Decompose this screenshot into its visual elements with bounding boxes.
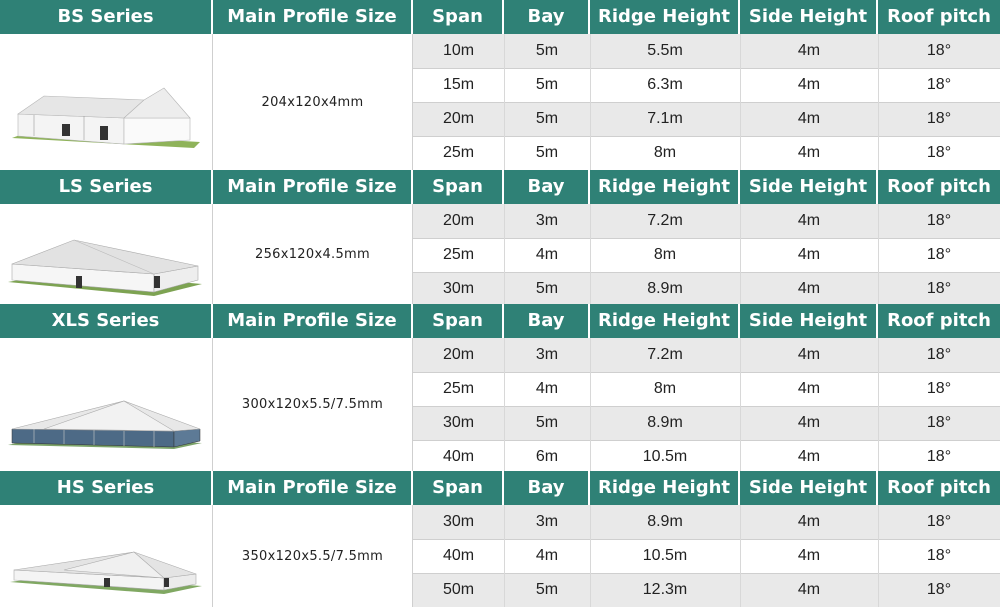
side-height-value: 4m xyxy=(797,212,821,229)
bay-value: 4m xyxy=(535,547,559,564)
main-profile-size-value: 300x120x5.5/7.5mm xyxy=(213,338,413,471)
ridge-height-value: 6.3m xyxy=(647,76,683,93)
table-row xyxy=(413,440,1000,474)
main-profile-size-value: 256x120x4.5mm xyxy=(213,204,413,304)
tent-illustration xyxy=(4,512,204,612)
side-height-value: 4m xyxy=(797,414,821,431)
table-row xyxy=(413,505,1000,539)
bay-value: 5m xyxy=(535,581,559,598)
column-divider xyxy=(504,505,505,607)
side-height-value: 4m xyxy=(797,280,821,297)
column-header-roof-pitch: Roof pitch xyxy=(887,310,991,331)
ridge-height-value: 8.9m xyxy=(647,513,683,530)
series-header xyxy=(0,304,1000,338)
ridge-height-value: 10.5m xyxy=(642,547,688,564)
side-height-value: 4m xyxy=(797,547,821,564)
table-row xyxy=(413,272,1000,306)
column-header-ridge-height: Ridge Height xyxy=(590,0,740,34)
column-header-side-height: Side Height xyxy=(740,0,878,34)
column-divider xyxy=(504,34,505,170)
table-row xyxy=(413,68,1000,102)
column-divider xyxy=(590,338,591,471)
span-value: 50m xyxy=(442,581,475,598)
side-height-value: 4m xyxy=(797,246,821,263)
ridge-height-value: 10.5m xyxy=(642,448,688,465)
bay-value: 5m xyxy=(535,110,559,127)
roof-pitch-value: 18° xyxy=(926,380,952,397)
column-divider xyxy=(740,338,741,471)
span-value: 40m xyxy=(442,448,475,465)
ridge-height-value: 12.3m xyxy=(642,581,688,598)
column-divider xyxy=(740,505,741,607)
column-divider xyxy=(590,204,591,304)
column-divider xyxy=(590,34,591,170)
column-divider xyxy=(504,204,505,304)
span-value: 25m xyxy=(442,380,475,397)
roof-pitch-value: 18° xyxy=(926,346,952,363)
column-header-bay: Bay xyxy=(504,170,590,204)
span-value: 25m xyxy=(442,144,475,161)
side-height-value: 4m xyxy=(797,144,821,161)
bay-value: 5m xyxy=(535,280,559,297)
table-row xyxy=(413,136,1000,170)
column-header-span: Span xyxy=(413,304,504,338)
side-height-value: 4m xyxy=(797,110,821,127)
column-divider xyxy=(878,204,879,304)
span-value: 25m xyxy=(442,246,475,263)
ridge-height-value: 7.2m xyxy=(647,346,683,363)
column-header-main-profile-size: Main Profile Size xyxy=(213,304,413,338)
span-value: 10m xyxy=(442,42,475,59)
tent-illustration xyxy=(4,58,204,158)
column-header-bay: Bay xyxy=(504,0,590,34)
column-header-span: Span xyxy=(413,170,504,204)
row-divider xyxy=(413,68,1000,69)
table-row xyxy=(413,573,1000,607)
span-value: 30m xyxy=(442,513,475,530)
series-header xyxy=(0,471,1000,505)
ridge-height-value: 8.9m xyxy=(647,280,683,297)
roof-pitch-value: 18° xyxy=(926,280,952,297)
roof-pitch-value: 18° xyxy=(926,110,952,127)
table-row xyxy=(413,204,1000,238)
table-row xyxy=(413,34,1000,68)
row-divider xyxy=(413,539,1000,540)
row-divider xyxy=(413,406,1000,407)
table-row xyxy=(413,406,1000,440)
side-height-value: 4m xyxy=(797,581,821,598)
ls-tent-image xyxy=(0,204,213,304)
bay-value: 5m xyxy=(535,144,559,161)
xls-tent-image xyxy=(0,338,213,471)
tent-illustration xyxy=(4,361,204,461)
roof-pitch-value: 18° xyxy=(926,581,952,598)
row-divider xyxy=(413,372,1000,373)
row-divider xyxy=(413,136,1000,137)
column-header-side-height: Side Height xyxy=(740,471,878,505)
row-divider xyxy=(413,573,1000,574)
column-header-main-profile-size: Main Profile Size xyxy=(213,471,413,505)
ridge-height-value: 7.2m xyxy=(647,212,683,229)
roof-pitch-value: 18° xyxy=(926,513,952,530)
main-profile-size-value: 204x120x4mm xyxy=(213,34,413,170)
bay-value: 5m xyxy=(535,42,559,59)
column-header-main-profile-size: Main Profile Size xyxy=(213,0,413,34)
table-row xyxy=(413,372,1000,406)
row-divider xyxy=(413,238,1000,239)
bay-value: 5m xyxy=(535,414,559,431)
column-header-side-height: Side Height xyxy=(740,304,878,338)
table-row xyxy=(413,102,1000,136)
span-value: 20m xyxy=(442,212,475,229)
roof-pitch-value: 18° xyxy=(926,414,952,431)
roof-pitch-value: 18° xyxy=(926,547,952,564)
table-row xyxy=(413,238,1000,272)
column-divider xyxy=(878,34,879,170)
roof-pitch-value: 18° xyxy=(926,246,952,263)
roof-pitch-value: 18° xyxy=(926,42,952,59)
roof-pitch-value: 18° xyxy=(926,212,952,229)
bay-value: 6m xyxy=(535,448,559,465)
row-divider xyxy=(413,440,1000,441)
series-title: XLS Series xyxy=(0,304,213,338)
side-height-value: 4m xyxy=(797,380,821,397)
side-height-value: 4m xyxy=(797,346,821,363)
column-header-roof-pitch: Roof pitch xyxy=(887,477,991,498)
column-divider xyxy=(590,505,591,607)
bay-value: 4m xyxy=(535,380,559,397)
column-header-span: Span xyxy=(413,0,504,34)
roof-pitch-value: 18° xyxy=(926,76,952,93)
column-divider xyxy=(740,204,741,304)
column-header-roof-pitch: Roof pitch xyxy=(887,6,991,27)
span-value: 30m xyxy=(442,280,475,297)
tent-illustration xyxy=(4,210,204,310)
series-header xyxy=(0,0,1000,34)
column-header-side-height: Side Height xyxy=(740,170,878,204)
span-value: 15m xyxy=(442,76,475,93)
ridge-height-value: 7.1m xyxy=(647,110,683,127)
column-header-main-profile-size: Main Profile Size xyxy=(213,170,413,204)
side-height-value: 4m xyxy=(797,513,821,530)
ridge-height-value: 8m xyxy=(653,144,677,161)
column-header-bay: Bay xyxy=(504,471,590,505)
bay-value: 4m xyxy=(535,246,559,263)
ridge-height-value: 8m xyxy=(653,380,677,397)
column-divider xyxy=(878,338,879,471)
series-title: HS Series xyxy=(0,471,213,505)
column-header-ridge-height: Ridge Height xyxy=(590,304,740,338)
series-header xyxy=(0,170,1000,204)
table-row xyxy=(413,539,1000,573)
bay-value: 3m xyxy=(535,346,559,363)
bay-value: 3m xyxy=(535,212,559,229)
span-value: 20m xyxy=(442,346,475,363)
span-value: 30m xyxy=(442,414,475,431)
hs-tent-image xyxy=(0,505,213,607)
ridge-height-value: 8m xyxy=(653,246,677,263)
span-value: 40m xyxy=(442,547,475,564)
row-divider xyxy=(413,272,1000,273)
bay-value: 5m xyxy=(535,76,559,93)
row-divider xyxy=(413,102,1000,103)
bs-tent-image xyxy=(0,34,213,170)
span-value: 20m xyxy=(442,110,475,127)
side-height-value: 4m xyxy=(797,448,821,465)
table-row xyxy=(413,338,1000,372)
column-header-roof-pitch: Roof pitch xyxy=(887,176,991,197)
series-title: LS Series xyxy=(0,170,213,204)
column-divider xyxy=(878,505,879,607)
column-header-ridge-height: Ridge Height xyxy=(590,170,740,204)
column-header-span: Span xyxy=(413,471,504,505)
column-divider xyxy=(504,338,505,471)
column-divider xyxy=(740,34,741,170)
series-title: BS Series xyxy=(0,0,213,34)
ridge-height-value: 5.5m xyxy=(647,42,683,59)
column-header-ridge-height: Ridge Height xyxy=(590,471,740,505)
ridge-height-value: 8.9m xyxy=(647,414,683,431)
side-height-value: 4m xyxy=(797,42,821,59)
column-header-bay: Bay xyxy=(504,304,590,338)
roof-pitch-value: 18° xyxy=(926,448,952,465)
bay-value: 3m xyxy=(535,513,559,530)
side-height-value: 4m xyxy=(797,76,821,93)
main-profile-size-value: 350x120x5.5/7.5mm xyxy=(213,505,413,607)
roof-pitch-value: 18° xyxy=(926,144,952,161)
